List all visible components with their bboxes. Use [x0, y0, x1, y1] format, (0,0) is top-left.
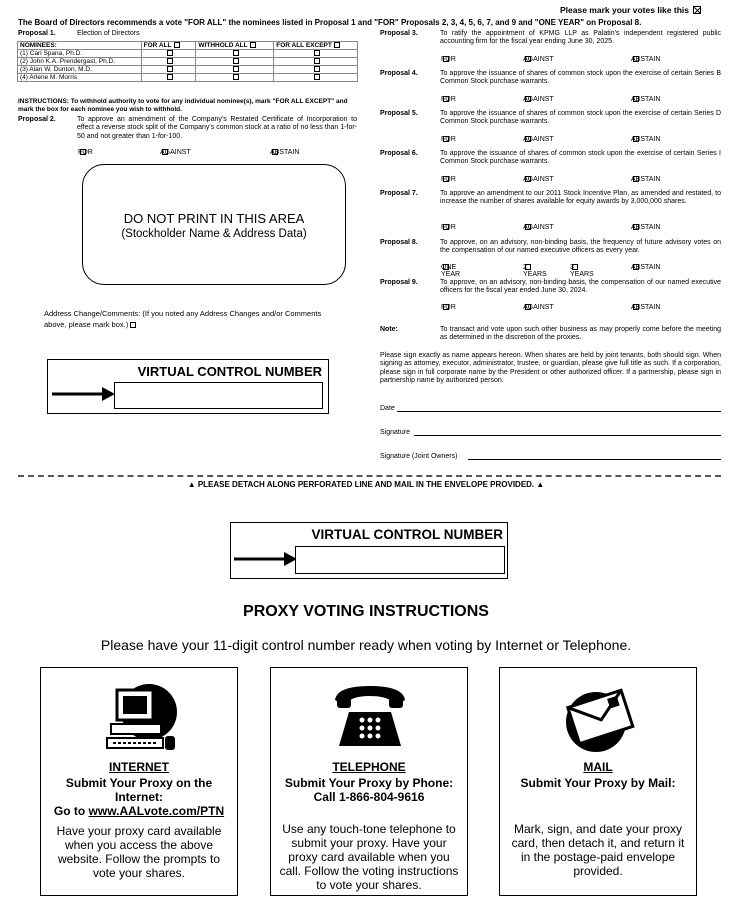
- checkbox[interactable]: [233, 74, 239, 80]
- internet-desc: Have your proxy card available when you access the above website. Follow the prompts to vote your shares.: [56, 824, 222, 880]
- internet-method-box: [40, 667, 238, 896]
- proxy-title: PROXY VOTING INSTRUCTIONS: [243, 603, 489, 620]
- checkbox[interactable]: [443, 224, 449, 230]
- checkbox[interactable]: [525, 136, 531, 142]
- proposal7-options: FOR AGAINST ABSTAIN: [441, 224, 661, 231]
- mail-sub: Submit Your Proxy by Mail:: [520, 776, 676, 790]
- nominees-header: NOMINEES:: [18, 42, 142, 50]
- checkbox[interactable]: [443, 96, 449, 102]
- do-not-print-title: DO NOT PRINT IN THIS AREA: [123, 211, 305, 226]
- proposal8-label: Proposal 8.: [380, 239, 418, 246]
- table-row: [18, 74, 358, 82]
- telephone-icon: [329, 682, 411, 750]
- proposal5-options: FOR AGAINST ABSTAIN: [441, 136, 661, 143]
- proposal5-text: To approve the issuance of shares of common stock upon the exercise of certain Series D Common Stock purchase warrants.: [440, 110, 721, 126]
- withhold-all-header: WITHHOLD ALL: [196, 42, 274, 50]
- mail-icon: [560, 682, 640, 754]
- proposal7-label: Proposal 7.: [380, 190, 418, 197]
- proposal4-label: Proposal 4.: [380, 70, 418, 77]
- arrow-right-icon: [234, 552, 298, 566]
- date-label: Date: [380, 405, 395, 412]
- nominee-name: (4) Arlene M. Morris: [18, 74, 142, 82]
- proposal3-text: To ratify the appointment of KPMG LLP as Palatin's independent registered public accounting firm for the fiscal year ending June 30, 2025.: [440, 30, 721, 46]
- checkbox[interactable]: [633, 96, 639, 102]
- checkbox[interactable]: [443, 176, 449, 182]
- checkbox[interactable]: [525, 264, 531, 270]
- sign-instructions: Please sign exactly as name appears hereon. When shares are held by joint tenants, both should sign. When signing as attorney, executor, administrator, trustee, or guardian, please give full title as such. If a corporation, please sign in full corporate name by the President or other authorized officer. If a partnership, please sign in partnership name by authorized person.: [380, 352, 721, 385]
- checkbox[interactable]: [572, 264, 578, 270]
- proposal1-text: Election of Directors: [77, 30, 140, 37]
- arrow-right-icon: [52, 387, 116, 401]
- telephone-method-box: [270, 667, 468, 896]
- mail-title: MAIL: [583, 760, 613, 774]
- proposal4-text: To approve the issuance of shares of common stock upon the exercise of certain Series B Common Stock purchase warrants.: [440, 70, 721, 86]
- telephone-sub: Submit Your Proxy by Phone: Call 1-866-804-9616: [284, 776, 454, 804]
- table-row: [18, 66, 358, 74]
- checkbox[interactable]: [525, 176, 531, 182]
- joint-signature-line[interactable]: [468, 459, 721, 460]
- note-label: Note:: [380, 326, 398, 333]
- joint-signature-label: Signature (Joint Owners): [380, 453, 458, 460]
- proposal6-options: FOR AGAINST ABSTAIN: [441, 176, 661, 183]
- checkbox[interactable]: [443, 136, 449, 142]
- checkbox[interactable]: [525, 304, 531, 310]
- checkbox[interactable]: [633, 224, 639, 230]
- mail-desc: Mark, sign, and date your proxy card, then detach it, and return it in the postage-paid envelope provided.: [511, 822, 685, 878]
- checkbox[interactable]: [233, 66, 239, 72]
- perforated-line: [18, 475, 721, 477]
- proposal8-text: To approve, on an advisory, non-binding basis, the frequency of future advisory votes on the compensation of our named executive officers as every year.: [440, 239, 721, 255]
- checkbox[interactable]: [525, 56, 531, 62]
- withhold-instructions: INSTRUCTIONS: To withhold authority to vote for any individual nominee(s), mark "FOR ALL EXCEPT" and mark the box for each nominee you wish to withhold.: [18, 98, 348, 113]
- proposal2-options: FOR AGAINST ABSTAIN: [78, 149, 300, 156]
- mail-method-box: [499, 667, 697, 896]
- checkbox[interactable]: [314, 66, 320, 72]
- computer-icon: [101, 680, 181, 755]
- proposal5-label: Proposal 5.: [380, 110, 418, 117]
- checkbox[interactable]: [162, 149, 168, 155]
- signature-line[interactable]: [414, 435, 721, 436]
- checkbox[interactable]: [633, 56, 639, 62]
- for-all-header: FOR ALL: [141, 42, 196, 50]
- checkbox[interactable]: [443, 264, 449, 270]
- vcn-label: VIRTUAL CONTROL NUMBER: [137, 364, 322, 379]
- signature-label: Signature: [380, 429, 410, 436]
- virtual-control-number-box: [47, 359, 329, 414]
- internet-sub: Submit Your Proxy on the Internet: Go to www.AALvote.com/PTN: [53, 776, 225, 818]
- control-number-field-2[interactable]: [295, 546, 505, 574]
- proposal9-text: To approve, on an advisory, non-binding basis, the compensation of our named executive officers for the fiscal year ended June 30, 2024.: [440, 279, 721, 295]
- internet-title: INTERNET: [109, 760, 169, 774]
- proposal9-label: Proposal 9.: [380, 279, 418, 286]
- nominee-name: (1) Carl Spana, Ph.D.: [18, 50, 142, 58]
- telephone-title: TELEPHONE: [332, 760, 406, 774]
- checkbox[interactable]: [443, 304, 449, 310]
- checkbox[interactable]: [525, 96, 531, 102]
- nominee-name: (3) Alan W. Dunton, M.D.: [18, 66, 142, 74]
- board-recommendation: The Board of Directors recommends a vote "FOR ALL" the nominees listed in Proposal 1 and "FOR" Proposals 2, 3, 4, 5, 6, 7, and 9 and "ONE YEAR" on Proposal 8.: [18, 18, 642, 27]
- proposal4-options: FOR AGAINST ABSTAIN: [441, 96, 661, 103]
- checkbox[interactable]: [633, 304, 639, 310]
- checkbox[interactable]: [167, 66, 173, 72]
- proxy-subtitle: Please have your 11-digit control number ready when voting by Internet or Telephone.: [100, 637, 632, 653]
- checkbox[interactable]: [633, 136, 639, 142]
- checkbox[interactable]: [167, 74, 173, 80]
- date-line[interactable]: [397, 411, 721, 412]
- address-change-checkbox[interactable]: [130, 322, 136, 328]
- checkbox[interactable]: [443, 56, 449, 62]
- proposal6-label: Proposal 6.: [380, 150, 418, 157]
- proposal2-label: Proposal 2.: [18, 116, 56, 123]
- proposal3-options: FOR AGAINST ABSTAIN: [441, 56, 661, 63]
- checkbox[interactable]: [314, 74, 320, 80]
- proposal9-options: FOR AGAINST ABSTAIN: [441, 304, 661, 311]
- checkbox[interactable]: [633, 176, 639, 182]
- virtual-control-number-box-2: [230, 522, 508, 579]
- vcn-label-2: VIRTUAL CONTROL NUMBER: [311, 527, 503, 542]
- checkbox[interactable]: [272, 149, 278, 155]
- mark-instruction: Please mark your votes like this: [560, 5, 701, 15]
- do-not-print-sub: (Stockholder Name & Address Data): [121, 228, 307, 240]
- proposal2-text: To approve an amendment of the Company's Restated Certificate of Incorporation to effect a reverse stock split of the Company's common stock at a ratio of no less than 1-for-50 and not greater than 1-for-100.: [77, 116, 357, 140]
- proposal3-label: Proposal 3.: [380, 30, 418, 37]
- control-number-field[interactable]: [114, 382, 323, 409]
- proposal6-text: To approve the issuance of shares of common stock upon the exercise of certain Series I Common Stock purchase warrants.: [440, 150, 721, 166]
- marked-checkbox-icon: [693, 6, 701, 14]
- detach-instruction: ▲ PLEASE DETACH ALONG PERFORATED LINE AND MAIL IN THE ENVELOPE PROVIDED. ▲: [187, 480, 545, 489]
- proposal7-text: To approve an amendment to our 2011 Stock Incentive Plan, as amended and restated, to increase the number of shares available for equity awards by 3,000,000 shares.: [440, 190, 721, 206]
- vote-link[interactable]: www.AALvote.com/PTN: [88, 804, 225, 818]
- address-change: Address Change/Comments: (If you noted any Address Changes and/or Comments above, please mark box.): [44, 309, 322, 329]
- telephone-desc: Use any touch-tone telephone to submit your proxy. Have your proxy card available when you call. Follow the voting instructions to vote your shares.: [279, 822, 459, 892]
- checkbox[interactable]: [80, 149, 86, 155]
- checkbox[interactable]: [525, 224, 531, 230]
- proposal8-options: ONE YEAR 2 YEARS 3 YEARS ABSTAIN: [441, 264, 661, 278]
- checkbox[interactable]: [633, 264, 639, 270]
- nominee-name: (2) John K.A. Prendergast, Ph.D.: [18, 58, 142, 66]
- for-all-except-header: FOR ALL EXCEPT: [274, 42, 358, 50]
- proposal1-label: Proposal 1.: [18, 30, 56, 37]
- note-text: To transact and vote upon such other business as may properly come before the meeting as determined in the discretion of the proxies.: [440, 326, 721, 342]
